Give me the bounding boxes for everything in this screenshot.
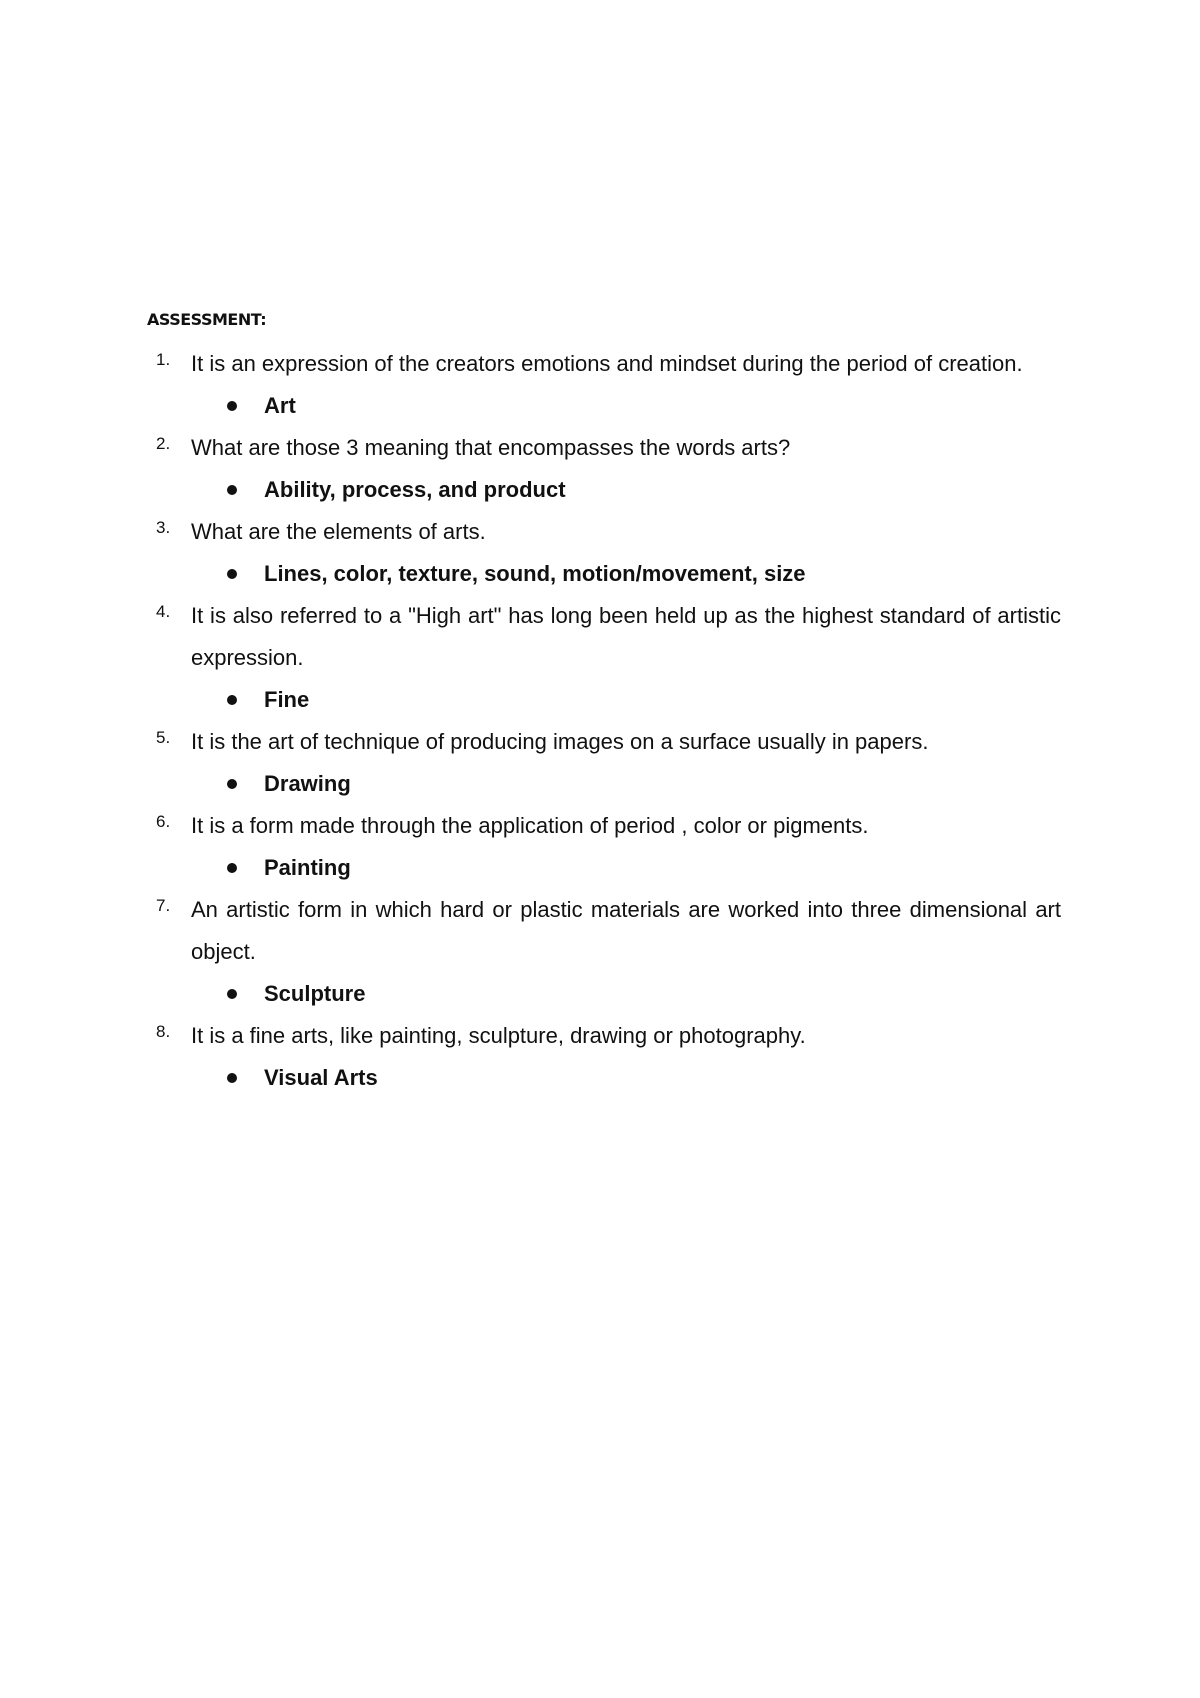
question-number: 5. xyxy=(156,728,171,747)
answer-text: Painting xyxy=(264,855,351,880)
bullet-icon xyxy=(227,1073,237,1083)
question-text: An artistic form in which hard or plastic materials are worked into three dimensional art object. xyxy=(191,897,1061,964)
answer-row xyxy=(0,973,1200,1015)
question-text: What are those 3 meaning that encompasses the words arts? xyxy=(191,435,791,460)
question-row xyxy=(0,805,1061,847)
answer-row xyxy=(0,847,1200,889)
question-row xyxy=(0,721,1061,763)
question-row xyxy=(0,595,1061,679)
question-number: 8. xyxy=(156,1022,171,1041)
answer-text: Sculpture xyxy=(264,981,366,1006)
question-list xyxy=(0,343,1200,1099)
question-row xyxy=(0,889,1061,973)
bullet-icon xyxy=(227,863,237,873)
bullet-icon xyxy=(227,485,237,495)
question-row xyxy=(0,427,1061,469)
answer-text: Visual Arts xyxy=(264,1065,378,1090)
assessment-heading: ASSESSMENT: xyxy=(147,310,267,329)
bullet-icon xyxy=(227,401,237,411)
question-text: It is an expression of the creators emotions and mindset during the period of creation. xyxy=(191,351,1023,376)
list-item xyxy=(0,1015,1200,1099)
question-text: What are the elements of arts. xyxy=(191,519,486,544)
list-item xyxy=(0,805,1200,889)
question-text: It is also referred to a "High art" has long been held up as the highest standard of artistic expression. xyxy=(191,603,1061,670)
answer-text: Lines, color, texture, sound, motion/movement, size xyxy=(264,561,806,586)
question-text: It is the art of technique of producing images on a surface usually in papers. xyxy=(191,729,929,754)
answer-text: Drawing xyxy=(264,771,351,796)
question-number: 2. xyxy=(156,434,171,453)
question-number: 4. xyxy=(156,602,171,621)
bullet-icon xyxy=(227,695,237,705)
question-number: 7. xyxy=(156,896,171,915)
answer-row xyxy=(0,385,1200,427)
answer-row xyxy=(0,763,1200,805)
question-text: It is a form made through the application of period , color or pigments. xyxy=(191,813,869,838)
answer-row xyxy=(0,469,1200,511)
question-row xyxy=(0,343,1061,385)
list-item xyxy=(0,721,1200,805)
bullet-icon xyxy=(227,989,237,999)
list-item xyxy=(0,427,1200,511)
list-item xyxy=(0,595,1200,721)
question-number: 3. xyxy=(156,518,171,537)
question-number: 1. xyxy=(156,350,171,369)
question-row xyxy=(0,511,1061,553)
bullet-icon xyxy=(227,569,237,579)
answer-text: Ability, process, and product xyxy=(264,477,566,502)
list-item xyxy=(0,511,1200,595)
answer-row xyxy=(0,679,1200,721)
list-item xyxy=(0,343,1200,427)
question-row xyxy=(0,1015,1061,1057)
answer-text: Art xyxy=(264,393,296,418)
question-text: It is a fine arts, like painting, sculpture, drawing or photography. xyxy=(191,1023,806,1048)
answer-row xyxy=(0,553,1200,595)
answer-text: Fine xyxy=(264,687,310,712)
list-item xyxy=(0,889,1200,1015)
answer-row xyxy=(0,1057,1200,1099)
bullet-icon xyxy=(227,779,237,789)
question-number: 6. xyxy=(156,812,171,831)
